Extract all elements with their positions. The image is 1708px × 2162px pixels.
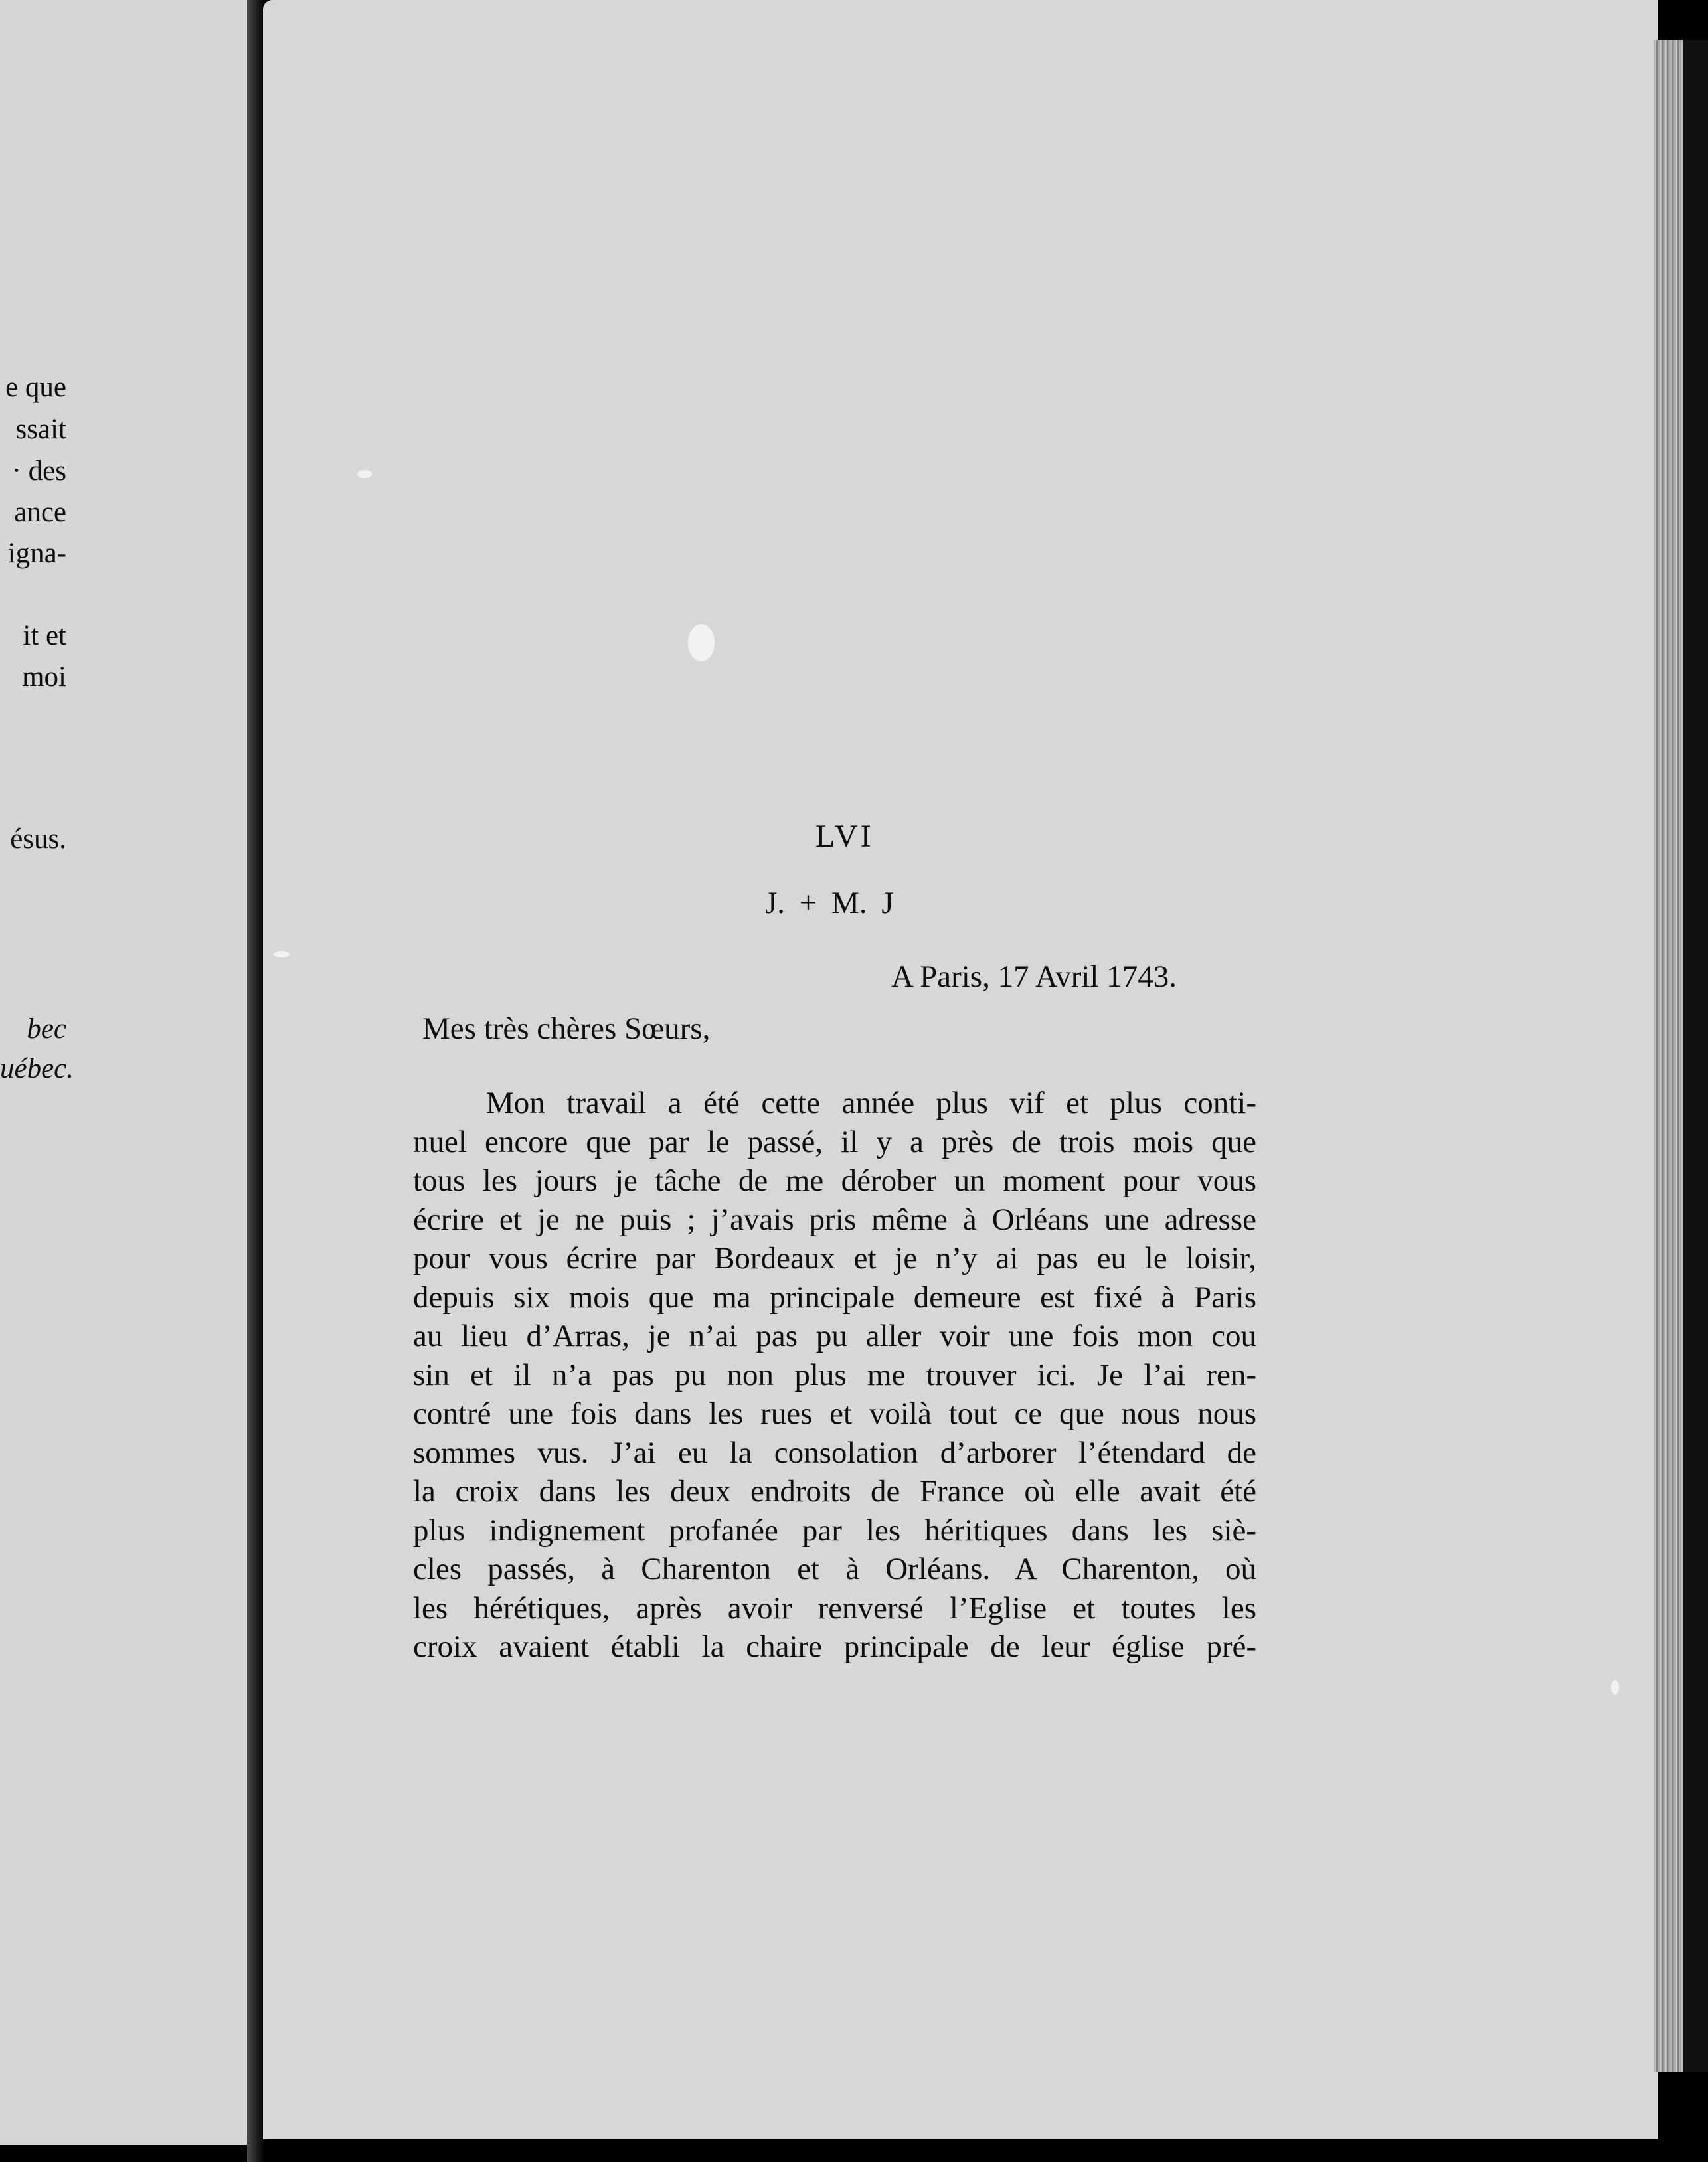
letter-body (413, 1084, 1256, 1667)
body-line: contré une fois dans les rues et voilà tout ce que nous nous (413, 1396, 1256, 1431)
prev-page-fragment: igna- (7, 538, 66, 569)
prev-page-fragment: bec (27, 1013, 66, 1044)
body-line: la croix dans les deux endroits de France où elle avait été (413, 1474, 1256, 1509)
prev-page-fragment: it et (23, 620, 66, 651)
previous-page (0, 0, 250, 2145)
body-line: au lieu d’Arras, je n’ai pas pu aller voir une fois mon cou (413, 1319, 1256, 1353)
prev-page-fragment: · des (11, 456, 66, 487)
prev-page-fragment: e que (5, 372, 66, 403)
letter-dateline: A Paris, 17 Avril 1743. (891, 959, 1177, 994)
page-edges-shadow (1683, 40, 1708, 2072)
letter-invocation: J. + M. J (765, 886, 894, 920)
body-line: pour vous écrire par Bordeaux et je n’y ai pas eu le loisir, (413, 1241, 1256, 1276)
body-line: nuel encore que par le passé, il y a près de trois mois que (413, 1124, 1256, 1159)
body-line: depuis six mois que ma principale demeure est fixé à Paris (413, 1280, 1256, 1315)
body-line: plus indignement profanée par les héritiques dans les siè- (413, 1513, 1256, 1548)
prev-page-fragment: ance (14, 497, 66, 528)
current-page (263, 0, 1658, 2139)
prev-page-fragment: ésus. (10, 823, 66, 855)
prev-page-fragment: uébec. (0, 1053, 74, 1084)
body-line: tous les jours je tâche de me dérober un moment pour vous (413, 1163, 1256, 1198)
body-line: sommes vus. J’ai eu la consolation d’arborer l’étendard de (413, 1435, 1256, 1470)
letter-salutation: Mes très chères Sœurs, (422, 1011, 711, 1046)
body-line: cles passés, à Charenton et à Orléans. A Charenton, où (413, 1552, 1256, 1586)
body-line: les hérétiques, après avoir renversé l’Eglise et toutes les (413, 1590, 1256, 1625)
prev-page-fragment: moi (22, 661, 66, 693)
body-line: croix avaient établi la chaire principale de leur église pré- (413, 1629, 1256, 1664)
letter-number: LVI (815, 819, 874, 854)
prev-page-fragment: ssait (15, 414, 66, 445)
body-line: écrire et je ne puis ; j’avais pris même à Orléans une adresse (413, 1202, 1256, 1237)
body-line: Mon travail a été cette année plus vif et plus conti- (486, 1086, 1256, 1120)
body-line: sin et il n’a pas pu non plus me trouver ici. Je l’ai ren- (413, 1357, 1256, 1392)
